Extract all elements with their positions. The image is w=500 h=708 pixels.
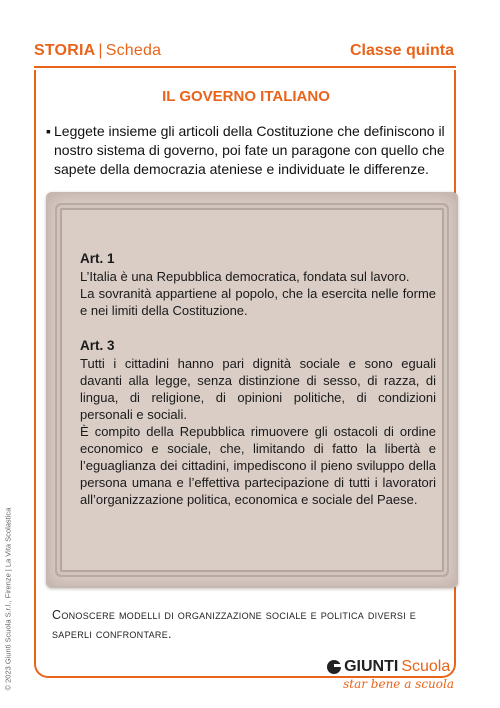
- instruction: [46, 122, 454, 179]
- header-divider: [34, 66, 456, 68]
- article-paragraph: Tutti i cittadini hanno pari dignità sociale e sono eguali davanti alla legge, senza distinzione di sesso, di razza, di lingua, di religione, di opinioni politiche, di condizioni personali e sociali.: [80, 356, 436, 422]
- logo-brand: GIUNTI: [344, 658, 399, 675]
- sheet-type-label: Scheda: [105, 42, 162, 59]
- instruction-text: Leggete insieme gli articoli della Costituzione che definiscono il nostro sistema di governo, poi fate un paragone con quello che sapete della democrazia ateniese e individuate le differenze.: [54, 123, 445, 177]
- giunti-logo-icon: [327, 660, 341, 674]
- copyright-note: © 2023 Giunti Scuola S.r.l., Firenze | La Vita Scolastica: [3, 507, 13, 691]
- logo-brand-suffix: Scuola: [401, 658, 451, 675]
- article-paragraph: La sovranità appartiene al popolo, che la esercita nelle forme e nei limiti della Costituzione.: [80, 286, 436, 318]
- page-title: IL GOVERNO ITALIANO: [162, 88, 330, 105]
- header-separator: |: [98, 42, 103, 59]
- article-3: [80, 337, 436, 508]
- article-title: Art. 1: [80, 251, 115, 266]
- learning-goal: Conoscere modelli di organizzazione sociale e politica diversi e saperli confrontare.: [52, 608, 417, 641]
- article-title: Art. 3: [80, 338, 115, 353]
- logo-tagline: star bene a scuola: [343, 677, 454, 691]
- class-label: Classe quinta: [349, 42, 454, 59]
- subject-header: [34, 42, 161, 60]
- article-paragraph: L’Italia è una Repubblica democratica, fondata sul lavoro.: [80, 269, 410, 284]
- bullet-icon: ▪: [46, 123, 51, 139]
- publisher-logo: [327, 658, 454, 691]
- constitution-articles: [80, 250, 436, 526]
- article-1: [80, 250, 436, 319]
- article-paragraph: È compito della Repubblica rimuovere gli ostacoli di ordine economico e sociale, che, limitando di fatto la libertà e l’eguaglianza dei cittadini, impediscono il pieno sviluppo della persona umana e l’effettiva partecipazione di tutti i lavoratori all’organizzazione politica, economica e sociale del Paese.: [80, 424, 436, 507]
- subject-label: STORIA: [34, 42, 96, 59]
